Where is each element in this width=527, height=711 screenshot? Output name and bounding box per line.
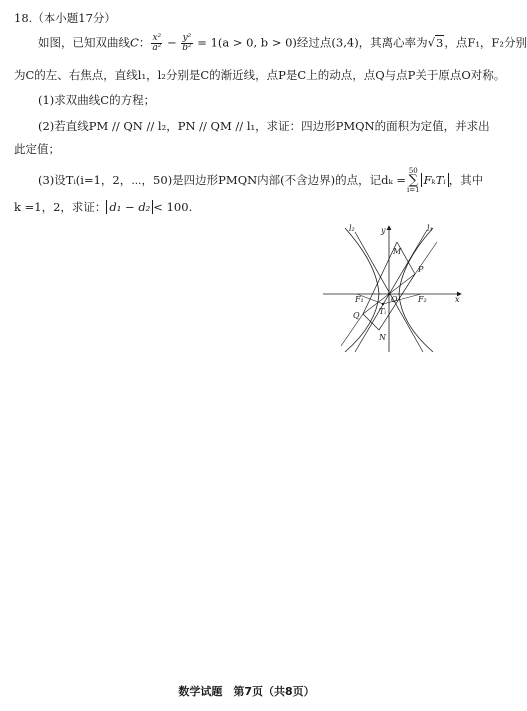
minus-sign: −	[163, 35, 181, 50]
part-3-line-2	[14, 199, 192, 215]
intro-line-1	[38, 34, 527, 53]
intro-text-2: 经过点(3,4)，其离心率为	[296, 35, 428, 50]
label-y: y	[381, 226, 386, 235]
fraction-x: $\frac{\text{x²}}{\text{a²}}$	[152, 33, 162, 53]
colon: ：	[138, 35, 151, 50]
label-F2: F₂	[418, 295, 427, 304]
label-x: x	[455, 295, 460, 304]
label-F1: F₁	[355, 295, 364, 304]
sqrt-sign: √	[427, 35, 436, 50]
part-3-text-4: < 100.	[153, 200, 193, 214]
intro-text-1: 如图，已知双曲线	[38, 35, 130, 50]
part-3-line-1	[38, 168, 483, 194]
fraction-y: $\frac{\text{y²}}{\text{b²}}$	[182, 33, 192, 53]
label-O: O	[391, 295, 398, 304]
segment-QN	[363, 314, 379, 330]
label-Q: Q	[353, 311, 360, 320]
curve-name: C	[130, 35, 139, 50]
hyperbola-figure	[315, 222, 465, 357]
problem-header: 18.（本小题17分）	[14, 11, 116, 25]
label-P: P	[418, 265, 424, 274]
point-O	[388, 293, 390, 295]
part-3-text-1: (3)设Tᵢ(i=1，2，⋯，50)是四边形PMQN内部(不含边界)的点，记dₖ =	[38, 173, 406, 187]
page-footer: 数学试题 第7页（共8页）	[178, 685, 315, 698]
part-1: (1)求双曲线C的方程；	[38, 93, 156, 107]
part-2-line-1: (2)若直线PM // QN // l₂，PN // QM // l₁，求证：四边形PMQN的面积为定值，并求出	[38, 119, 490, 133]
point-Ti	[382, 303, 384, 305]
sqrt-value: 3	[436, 35, 444, 50]
label-l2: l₂	[349, 224, 355, 233]
condition: = 1(a > 0, b > 0)	[193, 35, 297, 50]
part-3-text-2: ，其中	[448, 173, 484, 187]
summation: 50 ∑ i=1	[407, 167, 420, 194]
abs-expression: FₖTᵢ	[421, 173, 449, 187]
abs-difference: d₁ − d₂	[106, 200, 153, 214]
label-l1: l₁	[427, 224, 433, 233]
hyperbola-right-branch	[399, 228, 433, 352]
line-through-Q	[341, 314, 363, 346]
hyperbola-left-branch	[345, 228, 379, 352]
part-3-text-3: k =1，2，求证：	[14, 200, 107, 214]
label-N: N	[379, 333, 386, 342]
asymptote-l1	[355, 230, 427, 352]
intro-text-3: ，点F₁，F₂分别	[444, 35, 527, 50]
label-M: M	[393, 247, 402, 256]
part-2-line-2: 此定值；	[14, 142, 60, 156]
intro-line-2: 为C的左、右焦点，直线l₁，l₂分别是C的渐近线，点P是C上的动点，点Q与点P关于原点O对称。	[14, 68, 506, 82]
label-Ti: Tᵢ	[379, 307, 386, 316]
